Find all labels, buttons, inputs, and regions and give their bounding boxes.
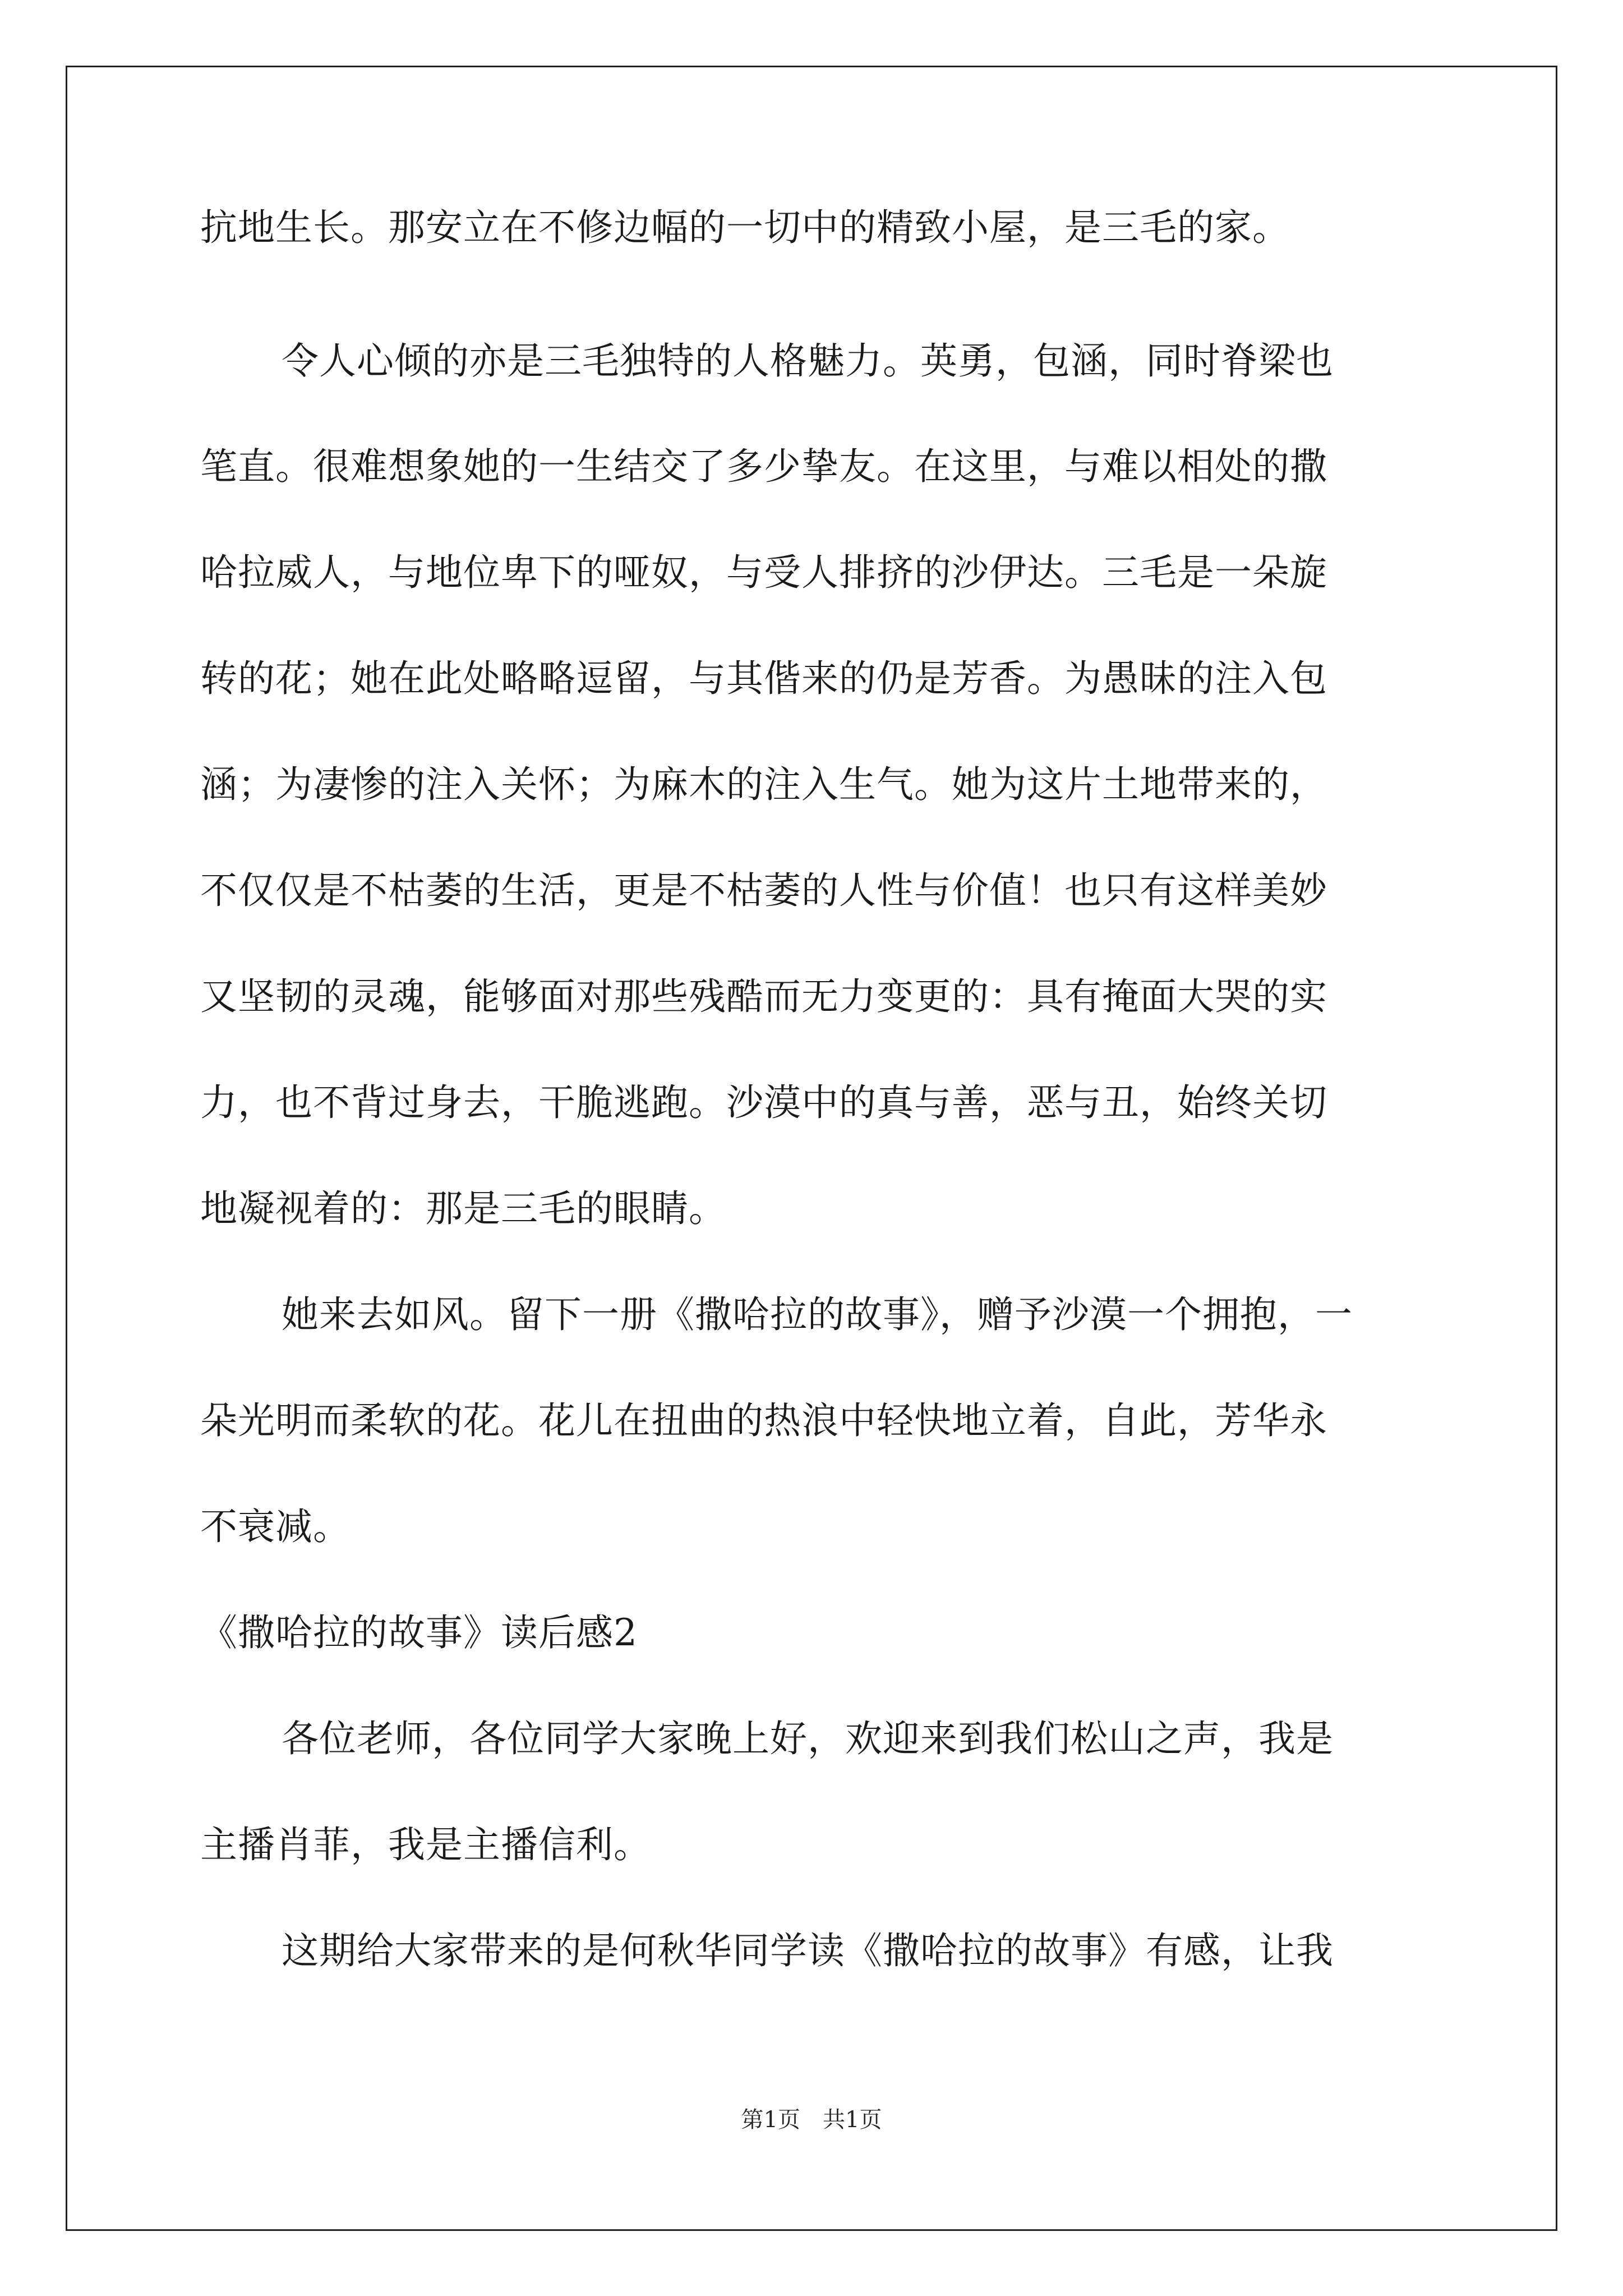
text-line: 朵光明而柔软的花。花儿在扭曲的热浪中轻快地立着，自此，芳华永 bbox=[200, 1399, 1327, 1442]
text-line: 转的花；她在此处略略逗留，与其偕来的仍是芳香。为愚昧的注入包 bbox=[200, 657, 1327, 700]
page-frame bbox=[66, 66, 1557, 2231]
text-line: 笔直。很难想象她的一生结交了多少挚友。在这里，与难以相处的撒 bbox=[200, 445, 1327, 488]
text-line: 主播肖菲，我是主播信利。 bbox=[200, 1823, 651, 1866]
text-line: 不衰减。 bbox=[200, 1505, 351, 1548]
text-line: 她来去如风。留下一册《撒哈拉的故事》，赠予沙漠一个拥抱，一 bbox=[282, 1293, 1353, 1336]
text-line: 不仅仅是不枯萎的生活，更是不枯萎的人性与价值！也只有这样美妙 bbox=[200, 869, 1327, 912]
text-line: 地凝视着的：那是三毛的眼睛。 bbox=[200, 1187, 726, 1230]
text-line: 各位老师，各位同学大家晚上好，欢迎来到我们松山之声，我是 bbox=[282, 1717, 1334, 1760]
page-footer: 第1页 共1页 bbox=[741, 2107, 882, 2133]
text-line: 涵；为凄惨的注入关怀；为麻木的注入生气。她为这片土地带来的， bbox=[200, 763, 1327, 806]
text-line: 抗地生长。那安立在不修边幅的一切中的精致小屋，是三毛的家。 bbox=[200, 206, 1290, 249]
text-line: 又坚韧的灵魂，能够面对那些残酷而无力变更的：具有掩面大哭的实 bbox=[200, 975, 1327, 1018]
text-line: 力，也不背过身去，干脆逃跑。沙漠中的真与善，恶与丑，始终关切 bbox=[200, 1081, 1327, 1124]
text-line: 哈拉威人，与地位卑下的哑奴，与受人排挤的沙伊达。三毛是一朵旋 bbox=[200, 551, 1327, 594]
text-line: 令人心倾的亦是三毛独特的人格魅力。英勇，包涵，同时脊梁也 bbox=[282, 339, 1334, 383]
section-heading: 《撒哈拉的故事》读后感2 bbox=[200, 1611, 638, 1654]
text-line: 这期给大家带来的是何秋华同学读《撒哈拉的故事》有感，让我 bbox=[282, 1929, 1334, 1972]
